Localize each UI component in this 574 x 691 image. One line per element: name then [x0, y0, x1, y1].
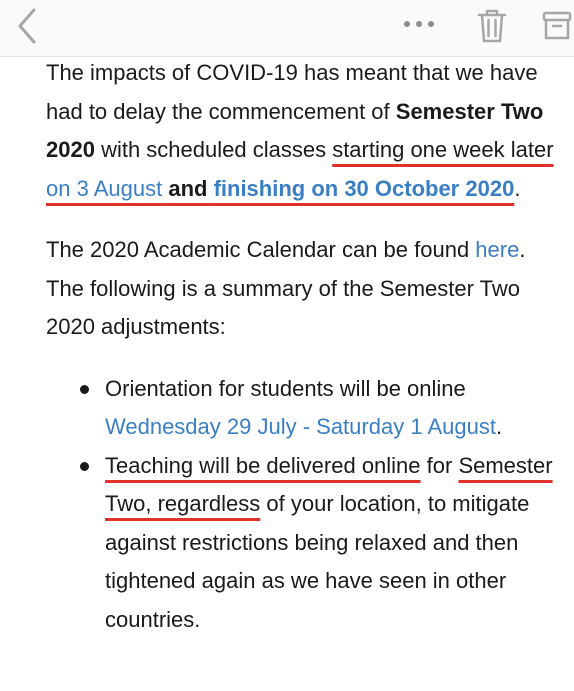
bullet-icon	[80, 385, 89, 394]
teaching-underlined-text: Teaching will be delivered online	[105, 452, 421, 478]
starting-underlined-text: starting one week later on 3 August and finishing on 30 October 2020	[46, 137, 554, 201]
archive-icon[interactable]	[542, 10, 572, 42]
list-item-teaching: Teaching will be delivered online for Semester Two, regardless of your location, to mitigate against restrictions being relaxed and then tightened again as we have seen in other countries.	[45, 447, 566, 640]
email-body	[46, 54, 566, 639]
back-chevron-icon[interactable]	[14, 6, 40, 46]
semester-two-bold: Semester Two 2020	[46, 98, 544, 162]
trash-icon[interactable]	[476, 8, 508, 44]
orientation-dates-link[interactable]: Wednesday 29 July - Saturday 1 August	[105, 414, 496, 439]
bullet-icon	[80, 462, 89, 471]
paragraph-academic-calendar: The 2020 Academic Calendar can be found here. The following is a summary of the Semester Two 2020 adjustments:	[46, 237, 526, 339]
start-date-link[interactable]: on 3 August	[46, 175, 163, 201]
calendar-here-link[interactable]: here	[475, 237, 520, 262]
email-toolbar	[0, 0, 574, 57]
list-item-orientation: Orientation for students will be online Wednesday 29 July - Saturday 1 August.	[45, 370, 566, 447]
finish-date-link[interactable]: finishing on 30 October 2020	[213, 175, 515, 201]
paragraph-covid-delay: The impacts of COVID-19 has meant that we have had to delay the commencement of Semester Two 2020 with scheduled classes starting one week later on 3 August and finishing on 30 October 2020.	[46, 60, 554, 201]
semester-two-underlined-text: Semester Two, regardless	[105, 452, 553, 516]
more-options-icon[interactable]	[402, 16, 436, 32]
adjustments-list	[46, 370, 566, 640]
